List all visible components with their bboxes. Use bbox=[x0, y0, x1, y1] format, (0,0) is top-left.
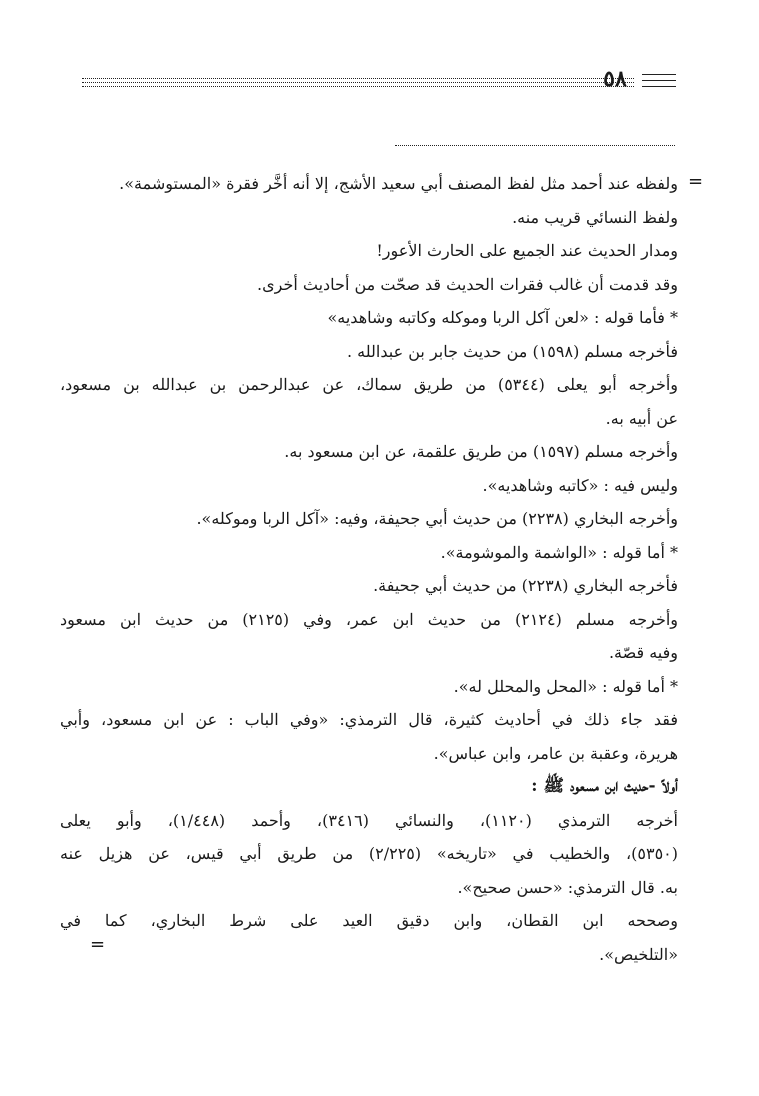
continuation-marker-end: = bbox=[90, 934, 106, 955]
header-rule-bottom bbox=[82, 86, 634, 87]
text-line: وفيه قصّة. bbox=[608, 643, 678, 662]
footnote-text bbox=[60, 167, 678, 971]
header-rule-middle bbox=[82, 82, 634, 83]
page-number: ٥٨ bbox=[603, 66, 627, 92]
text-line: فأخرجه البخاري (٢٢٣٨) من حديث أبي جحيفة. bbox=[373, 576, 678, 595]
text-line: * أما قوله : «الواشمة والموشومة». bbox=[440, 542, 678, 562]
text-line: أخرجه الترمذي (١١٢٠)، والنسائي (٣٤١٦)، وأحمد (١/٤٤٨)، وأبو يعلى bbox=[60, 810, 678, 830]
text-line: هريرة، وعقبة بن عامر، وابن عباس». bbox=[433, 743, 678, 763]
text-line: ولفظ النسائي قريب منه. bbox=[512, 207, 678, 227]
text-line: فقد جاء ذلك في أحاديث كثيرة، قال الترمذي: «وفي الباب : عن ابن مسعود، وأبي bbox=[60, 710, 678, 729]
text-line: وأخرجه البخاري (٢٢٣٨) من حديث أبي جحيفة، وفيه: «آكل الربا وموكله». bbox=[196, 509, 678, 528]
text-line: وأخرجه أبو يعلى (٥٣٤٤) من طريق سماك، عن عبدالرحمن بن عبدالله بن مسعود، bbox=[60, 375, 678, 394]
page-number-rule-middle bbox=[642, 80, 676, 81]
section-heading: أولاً -حديث ابن مسعود ﷺ : bbox=[531, 776, 678, 796]
text-line: به. قال الترمذي: «حسن صحيح». bbox=[457, 877, 678, 897]
footnote-separator bbox=[395, 145, 675, 146]
text-line: وصححه ابن القطان، وابن دقيق العيد على شرط البخاري، كما في bbox=[60, 911, 678, 930]
text-line: * فأما قوله : «لعن آكل الربا وموكله وكاتبه وشاهديه» bbox=[327, 308, 678, 327]
text-line: فأخرجه مسلم (١٥٩٨) من حديث جابر بن عبدالله . bbox=[347, 341, 678, 361]
page-number-rule-top bbox=[642, 74, 676, 75]
continuation-marker-start: = bbox=[688, 171, 704, 192]
text-line: «التلخيص». bbox=[599, 944, 678, 964]
text-line: عن أبيه به. bbox=[605, 408, 678, 428]
text-line: وأخرجه مسلم (٢١٢٤) من حديث ابن عمر، وفي (٢١٢٥) من حديث ابن مسعود bbox=[60, 609, 678, 629]
text-line: * أما قوله : «المحل والمحلل له». bbox=[453, 676, 678, 696]
text-line: ومدار الحديث عند الجميع على الحارث الأعور! bbox=[376, 241, 678, 260]
header-rule-top bbox=[82, 78, 634, 79]
text-line: (٥٣٥٠)، والخطيب في «تاريخه» (٢/٢٢٥) من طريق أبي قيس، عن هزيل عنه bbox=[60, 844, 678, 863]
text-line: وليس فيه : «كاتبه وشاهديه». bbox=[482, 475, 678, 495]
text-line: وقد قدمت أن غالب فقرات الحديث قد صحّت من أحاديث أخرى. bbox=[257, 274, 678, 294]
page-number-rule-bottom bbox=[642, 86, 676, 87]
text-line: ولفظه عند أحمد مثل لفظ المصنف أبي سعيد الأشج، إلا أنه أخَّر فقرة «المستوشمة». bbox=[119, 174, 678, 193]
text-line: وأخرجه مسلم (١٥٩٧) من طريق علقمة، عن ابن مسعود به. bbox=[284, 442, 678, 461]
